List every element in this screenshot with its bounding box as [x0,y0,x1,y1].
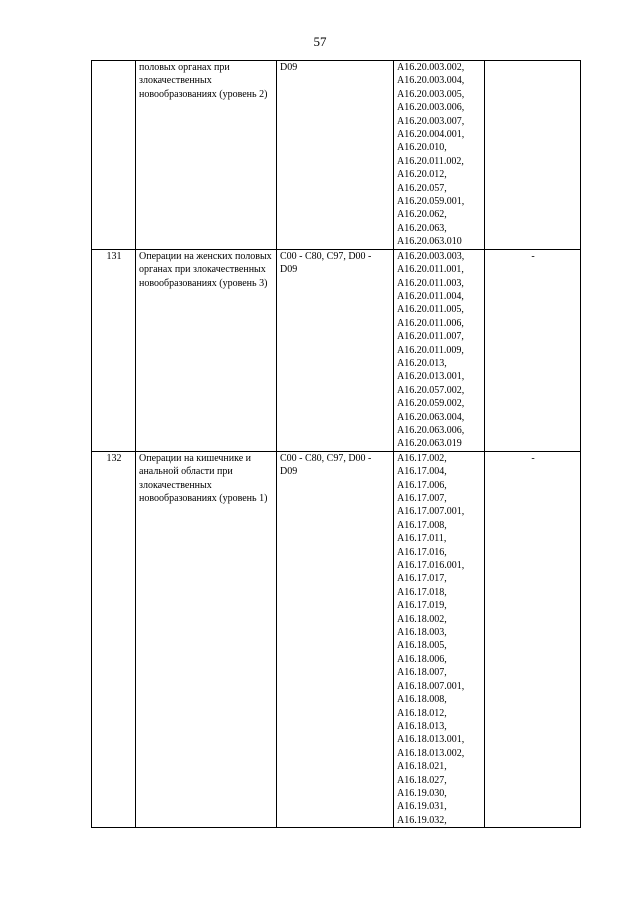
service-code: A16.20.063.006, [397,424,465,436]
icd-codes-cell [277,451,394,827]
service-code: A16.18.013, [397,720,447,732]
service-code: A16.20.057, [397,182,447,194]
service-code: A16.20.003.002, [397,62,465,73]
service-codes-cell [394,249,485,451]
row-number-cell [92,61,136,250]
service-code: A16.18.012, [397,707,447,719]
extra-criteria-cell [485,61,581,250]
service-code: A16.17.004, [397,466,447,478]
service-code: A16.20.063.019 [397,438,462,450]
group-name-text: половых органах при злокачественных новообразованиях (уровень 2) [139,62,268,100]
procedures-table [91,60,581,828]
service-code: A16.20.013.001, [397,371,465,383]
table-row [92,61,581,250]
group-name-cell [136,451,277,827]
service-code: A16.20.011.002, [397,155,464,167]
service-code: A16.17.019, [397,600,447,612]
group-name-text: Операции на кишечнике и анальной области при злокачественных новообразованиях (уровень 1) [139,452,268,504]
service-code: A16.18.021, [397,761,447,773]
service-codes-cell [394,61,485,250]
service-code: A16.17.018, [397,586,447,598]
service-code: A16.20.003.004, [397,75,465,87]
service-code: A16.20.059.001, [397,196,465,208]
service-code: A16.20.062, [397,209,447,221]
row-number-cell: 131 [92,249,136,451]
service-code: A16.20.004.001, [397,129,465,141]
service-code: A16.19.031, [397,801,447,813]
service-code: A16.19.030, [397,787,447,799]
row-number-cell: 132 [92,451,136,827]
service-code: A16.20.011.001, [397,264,464,276]
service-code: A16.17.006, [397,479,447,491]
service-code: A16.17.007, [397,493,447,504]
service-code: A16.20.012, [397,169,447,181]
service-code: A16.20.011.003, [397,277,464,289]
service-code: A16.17.007.001, [397,506,465,518]
service-code: A16.20.013, [397,357,447,369]
service-code: A16.18.007.001, [397,680,465,692]
service-code: A16.20.003.006, [397,102,465,114]
icd-codes-text: D09 [280,62,298,73]
group-name-cell [136,249,277,451]
group-name-cell [136,61,277,250]
service-code: A16.19.032, [397,814,447,826]
service-codes-cell [394,451,485,827]
icd-codes-cell [277,61,394,250]
icd-codes-text: C00 - C80, C97, D00 - D09 [280,452,372,478]
service-code: A16.20.011.004, [397,290,464,302]
service-code: A16.18.007, [397,667,447,679]
service-code: A16.20.011.009, [397,344,464,356]
service-code: A16.20.003.007, [397,115,465,127]
service-code: A16.17.002, [397,452,447,464]
service-code: A16.20.011.005, [397,304,464,316]
service-code: A16.20.063.004, [397,411,465,423]
table-row [92,451,581,827]
service-code: A16.18.013.001, [397,734,465,746]
service-code: A16.17.008, [397,519,447,531]
service-code: A16.20.057.002, [397,384,465,396]
service-code: A16.18.027, [397,774,447,786]
service-code: A16.18.013.002, [397,747,465,759]
service-code: A16.17.011, [397,533,447,545]
service-code: A16.20.063, [397,222,447,234]
service-code: A16.20.011.007, [397,331,464,343]
icd-codes-text: C00 - C80, C97, D00 - D09 [280,250,372,276]
service-code: A16.17.016.001, [397,560,465,572]
extra-criteria-cell: - [485,451,581,827]
service-code: A16.18.008, [397,694,447,706]
service-code: A16.18.003, [397,627,447,639]
service-code: A16.18.005, [397,640,447,652]
extra-criteria-cell: - [485,249,581,451]
table-body [92,61,581,828]
service-code: A16.20.063.010 [397,236,462,248]
service-code: A16.20.003.005, [397,88,465,100]
service-code: A16.20.011.006, [397,317,464,329]
service-code: A16.18.006, [397,653,447,665]
icd-codes-cell [277,249,394,451]
service-code: A16.20.059.002, [397,398,465,410]
page-number: 57 [313,34,327,49]
service-code: A16.18.002, [397,613,447,625]
service-code: A16.20.010, [397,142,447,154]
table-row [92,249,581,451]
service-code: A16.17.016, [397,546,447,558]
service-code: A16.20.003.003, [397,250,465,262]
service-code: A16.17.017, [397,573,447,585]
group-name-text: Операции на женских половых органах при злокачественных новообразованиях (уровень 3) [139,250,272,289]
